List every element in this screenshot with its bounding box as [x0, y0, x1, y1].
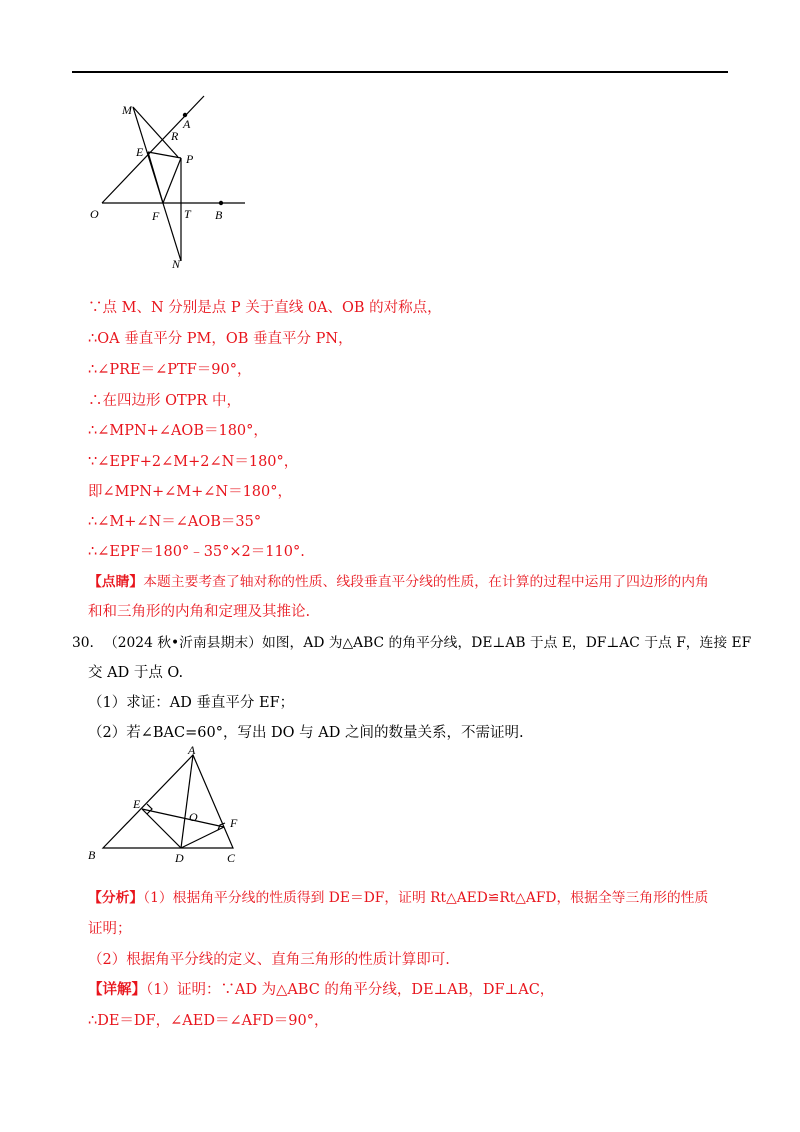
ray-oa — [102, 96, 204, 203]
solution-line-2: ∴OA 垂直平分 PM，OB 垂直平分 PN， — [88, 331, 353, 347]
detail-line-2: ∴DE＝DF，∠AED＝∠AFD＝90°， — [88, 1013, 329, 1029]
problem-number: 30. — [72, 635, 94, 651]
analysis-line-2: 证明； — [88, 921, 132, 937]
analysis-line-3: （2）根据角平分线的定义、直角三角形的性质计算即可. — [88, 952, 450, 968]
problem-30-part-1: （1）求证：AD 垂直平分 EF； — [88, 695, 295, 711]
segment-de — [142, 809, 181, 848]
problem-30-part-2: （2）若∠BAC=60°，写出 DO 与 AD 之间的数量关系，不需证明. — [88, 725, 524, 741]
segment-ef — [142, 809, 224, 827]
segment-ad — [181, 755, 193, 848]
point-b-dot — [219, 201, 223, 205]
label-b: B — [215, 208, 223, 222]
figure-symmetric-points — [85, 90, 260, 275]
label-e: E — [136, 145, 144, 159]
solution-line-6: ∵∠EPF+2∠M+2∠N＝180°， — [88, 454, 299, 470]
problem-30-text-1: （2024 秋•沂南县期末）如图，AD 为△ABC 的角平分线，DE⊥AB 于点 E，DF⊥AC 于点 F，连接 EF — [103, 635, 752, 651]
figure-angle-bisector-triangle — [85, 745, 245, 870]
solution-line-3: ∴∠PRE＝∠PTF＝90°， — [88, 362, 252, 378]
label-f: F — [152, 209, 160, 223]
analysis-tag: 【分析】 — [88, 890, 144, 906]
detail-tag: 【详解】 — [88, 981, 146, 998]
label-e2: E — [133, 797, 141, 811]
solution-line-8: ∴∠M+∠N＝∠AOB＝35° — [88, 514, 262, 530]
analysis-text-1: （1）根据角平分线的性质得到 DE＝DF，证明 Rt△AED≌Rt△AFD，根据全等三角形的性质 — [143, 890, 709, 906]
solution-line-5: ∴∠MPN+∠AOB＝180°， — [88, 423, 268, 439]
detail-line-1 — [88, 980, 554, 1000]
comment-tag: 【点睛】 — [88, 574, 144, 590]
label-p: P — [186, 152, 194, 166]
problem-30-line-2: 交 AD 于点 O. — [88, 665, 184, 681]
comment-text-1: 本题主要考查了轴对称的性质、线段垂直平分线的性质，在计算的过程中运用了四边形的内角 — [143, 574, 709, 590]
label-o: O — [90, 207, 99, 221]
label-b2: B — [88, 848, 96, 862]
header-rule — [72, 71, 728, 73]
solution-line-9: ∴∠EPF＝180°﹣35°×2＝110°. — [88, 544, 305, 560]
label-c2: C — [227, 851, 236, 865]
label-a: A — [183, 117, 191, 131]
triangle-abc — [103, 755, 233, 848]
solution-line-4: ∴在四边形 OTPR 中， — [88, 393, 241, 409]
segment-df — [181, 827, 224, 848]
right-angle-e — [147, 804, 152, 814]
label-n: N — [172, 257, 181, 271]
label-t: T — [184, 207, 191, 221]
label-d2: D — [175, 851, 184, 865]
detail-text-1: （1）证明：∵AD 为△ABC 的角平分线，DE⊥AB，DF⊥AC， — [146, 982, 555, 998]
problem-30-line-1 — [72, 633, 751, 653]
label-m: M — [122, 103, 132, 117]
comment-line-1 — [88, 572, 709, 592]
solution-line-7: 即∠MPN+∠M+∠N＝180°， — [88, 484, 292, 500]
comment-line-2: 和和三角形的内角和定理及其推论. — [88, 604, 311, 620]
solution-line-1: ∵点 M、N 分别是点 P 关于直线 0A、OB 的对称点， — [88, 300, 442, 316]
segment-ef — [148, 152, 163, 203]
label-r: R — [171, 129, 179, 143]
label-o2: O — [189, 810, 198, 824]
segment-fp — [163, 158, 181, 203]
label-f2: F — [230, 816, 238, 830]
analysis-line-1 — [88, 888, 708, 908]
label-a2: A — [188, 745, 196, 757]
